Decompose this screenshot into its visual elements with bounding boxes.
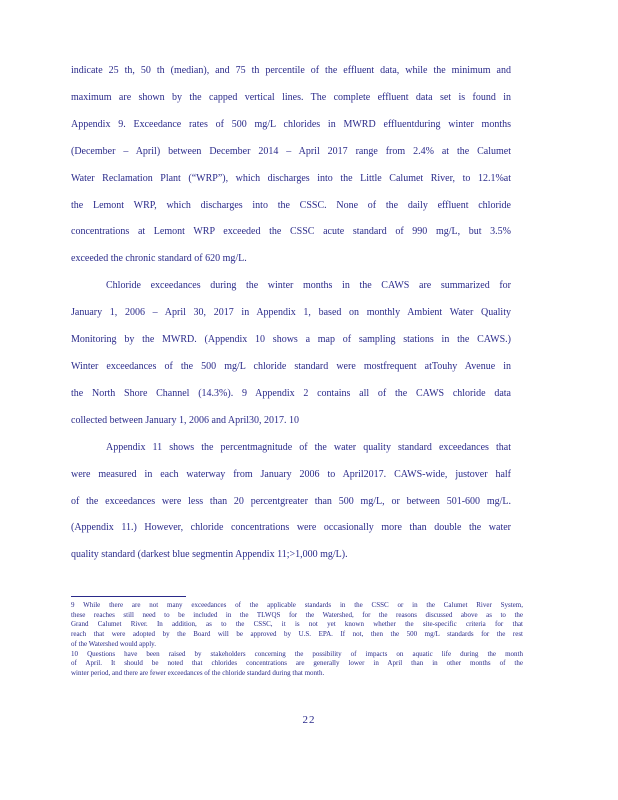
body-line: Chloride exceedances during the winter months in the CAWS are summarized for xyxy=(106,280,511,292)
footnote-line: winter period, and there are fewer exceedances of the chloride standard during that month. xyxy=(71,668,325,677)
body-line: (December – April) between December 2014 – April 2017 range from 2.4% at the Calumet xyxy=(71,145,511,157)
footnote-line: Grand Calumet River. In addition, as to the CSSC, it is not yet known whether the site-specific criteria for that xyxy=(71,620,523,629)
body-line: Appendix 9. Exceedance rates of 500 mg/L chlorides in MWRD effluentduring winter months xyxy=(71,118,511,130)
footnote-line: 9 While there are not many exceedances of the applicable standards in the CSSC or in the Calumet River System, xyxy=(71,601,523,609)
body-line: the Lemont WRP, which discharges into the CSSC. None of the daily effluent chloride xyxy=(71,199,511,211)
body-line: Appendix 11 shows the percentmagnitude of the water quality standard exceedances that xyxy=(106,441,511,453)
body-line: collected between January 1, 2006 and April30, 2017. 10 xyxy=(71,414,299,426)
page-number: 22 xyxy=(302,714,316,726)
body-line: Winter exceedances of the 500 mg/L chloride standard were mostfrequent atTouhy Avenue in xyxy=(71,360,511,372)
body-line: Monitoring by the MWRD. (Appendix 10 shows a map of sampling stations in the CAWS.) xyxy=(71,334,511,346)
footnote-line: reach that were adopted by the Board will be approved by U.S. EPA. If not, then the 500 mg/L standards for the rest xyxy=(71,630,523,639)
body-line: maximum are shown by the capped vertical lines. The complete effluent data set is found in xyxy=(71,91,511,103)
body-line: the North Shore Channel (14.3%). 9 Appendix 2 contains all of the CAWS chloride data xyxy=(71,387,511,399)
footnotes xyxy=(71,601,523,679)
body-line: concentrations at Lemont WRP exceeded the CSSC acute standard of 990 mg/L, but 3.5% xyxy=(71,226,511,238)
footnote-line: these reaches still need to be included in the TLWQS for the Watershed, for the reasons discussed above as to the xyxy=(71,610,523,619)
body-line: January 1, 2006 – April 30, 2017 in Appendix 1, based on monthly Ambient Water Quality xyxy=(71,307,511,319)
body-line: of the exceedances were less than 20 percentgreater than 500 mg/L, or between 501-600 mg/L. xyxy=(71,495,511,507)
body-line: quality standard (darkest blue segmentin Appendix 11;>1,000 mg/L). xyxy=(71,549,348,561)
body-line: were measured in each waterway from January 2006 to April2017. CAWS-wide, justover half xyxy=(71,468,511,480)
body-line: indicate 25 th, 50 th (median), and 75 th percentile of the effluent data, while the minimum and xyxy=(71,65,511,76)
footnote-line: of April. It should be noted that chlorides concentrations are generally lower in April than in other months of the xyxy=(71,659,523,668)
footnote-divider xyxy=(71,596,186,597)
footnote-line: 10 Questions have been raised by stakeholders concerning the possibility of impacts on aquatic life during the month xyxy=(71,649,523,658)
body-line: (Appendix 11.) However, chloride concentrations were occasionally more than double the water xyxy=(71,522,511,534)
body-line: exceeded the chronic standard of 620 mg/L. xyxy=(71,253,247,265)
footnote-line: of the Watershed would apply. xyxy=(71,639,156,648)
body-text xyxy=(71,58,511,569)
body-line: Water Reclamation Plant (“WRP”), which discharges into the Little Calumet River, to 12.1%at xyxy=(71,172,511,184)
